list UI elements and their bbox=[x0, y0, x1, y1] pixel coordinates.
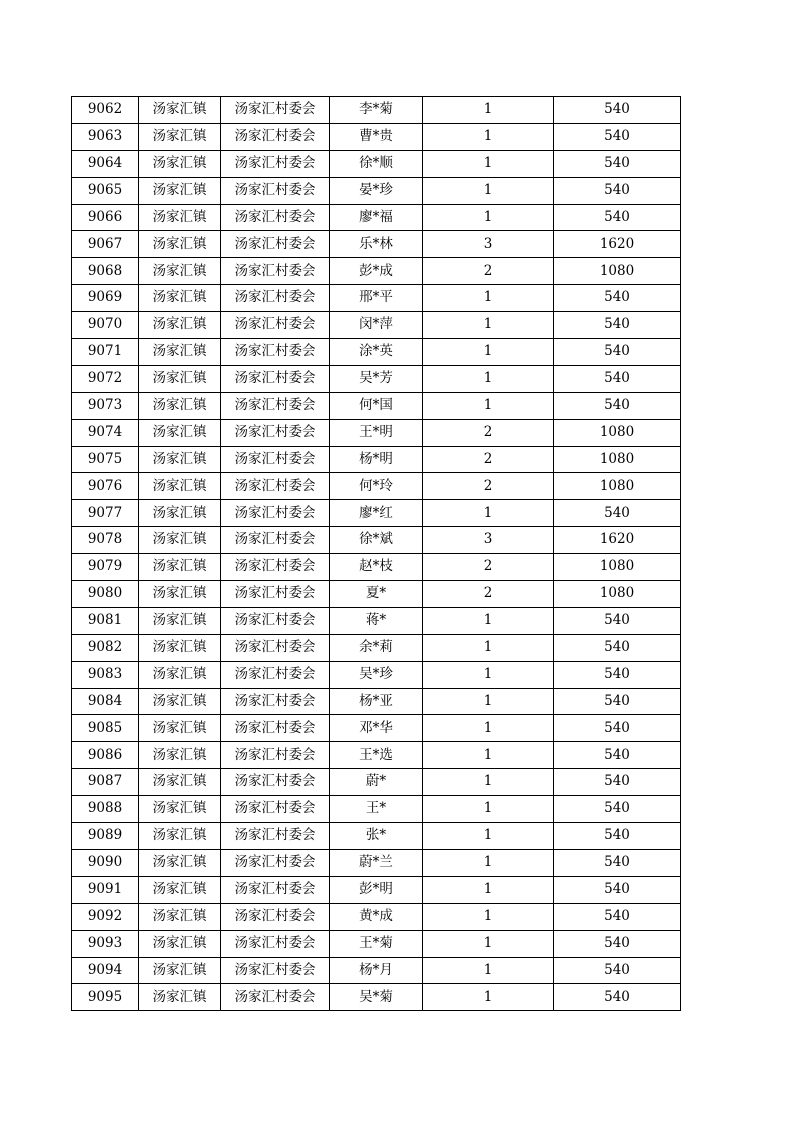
town-cell: 汤家汇镇 bbox=[139, 177, 221, 204]
count-cell: 1 bbox=[423, 688, 554, 715]
name-cell: 何*国 bbox=[330, 392, 423, 419]
amount-cell: 540 bbox=[554, 661, 681, 688]
amount-cell: 1620 bbox=[554, 231, 681, 258]
count-cell: 1 bbox=[423, 742, 554, 769]
town-cell: 汤家汇镇 bbox=[139, 930, 221, 957]
name-cell: 吴*珍 bbox=[330, 661, 423, 688]
count-cell: 1 bbox=[423, 876, 554, 903]
row-number-cell: 9077 bbox=[72, 500, 139, 527]
town-cell: 汤家汇镇 bbox=[139, 661, 221, 688]
village-committee-cell: 汤家汇村委会 bbox=[221, 715, 330, 742]
name-cell: 彭*明 bbox=[330, 876, 423, 903]
town-cell: 汤家汇镇 bbox=[139, 607, 221, 634]
village-committee-cell: 汤家汇村委会 bbox=[221, 581, 330, 608]
amount-cell: 540 bbox=[554, 204, 681, 231]
table-row bbox=[72, 419, 681, 446]
name-cell: 何*玲 bbox=[330, 473, 423, 500]
town-cell: 汤家汇镇 bbox=[139, 823, 221, 850]
row-number-cell: 9071 bbox=[72, 339, 139, 366]
village-committee-cell: 汤家汇村委会 bbox=[221, 312, 330, 339]
amount-cell: 540 bbox=[554, 715, 681, 742]
name-cell: 闵*萍 bbox=[330, 312, 423, 339]
count-cell: 2 bbox=[423, 258, 554, 285]
town-cell: 汤家汇镇 bbox=[139, 634, 221, 661]
table-row bbox=[72, 392, 681, 419]
amount-cell: 540 bbox=[554, 123, 681, 150]
village-committee-cell: 汤家汇村委会 bbox=[221, 823, 330, 850]
count-cell: 1 bbox=[423, 285, 554, 312]
row-number-cell: 9094 bbox=[72, 957, 139, 984]
row-number-cell: 9093 bbox=[72, 930, 139, 957]
count-cell: 1 bbox=[423, 365, 554, 392]
row-number-cell: 9075 bbox=[72, 446, 139, 473]
count-cell: 1 bbox=[423, 823, 554, 850]
count-cell: 2 bbox=[423, 581, 554, 608]
town-cell: 汤家汇镇 bbox=[139, 957, 221, 984]
amount-cell: 540 bbox=[554, 849, 681, 876]
amount-cell: 1080 bbox=[554, 419, 681, 446]
table-row bbox=[72, 688, 681, 715]
row-number-cell: 9089 bbox=[72, 823, 139, 850]
village-committee-cell: 汤家汇村委会 bbox=[221, 796, 330, 823]
row-number-cell: 9080 bbox=[72, 581, 139, 608]
village-committee-cell: 汤家汇村委会 bbox=[221, 554, 330, 581]
name-cell: 王* bbox=[330, 796, 423, 823]
row-number-cell: 9078 bbox=[72, 527, 139, 554]
table-row bbox=[72, 849, 681, 876]
amount-cell: 540 bbox=[554, 688, 681, 715]
amount-cell: 1620 bbox=[554, 527, 681, 554]
count-cell: 1 bbox=[423, 500, 554, 527]
name-cell: 王*选 bbox=[330, 742, 423, 769]
row-number-cell: 9070 bbox=[72, 312, 139, 339]
row-number-cell: 9073 bbox=[72, 392, 139, 419]
row-number-cell: 9095 bbox=[72, 984, 139, 1011]
amount-cell: 1080 bbox=[554, 446, 681, 473]
village-committee-cell: 汤家汇村委会 bbox=[221, 204, 330, 231]
village-committee-cell: 汤家汇村委会 bbox=[221, 177, 330, 204]
amount-cell: 540 bbox=[554, 500, 681, 527]
row-number-cell: 9076 bbox=[72, 473, 139, 500]
amount-cell: 540 bbox=[554, 177, 681, 204]
amount-cell: 540 bbox=[554, 150, 681, 177]
name-cell: 黄*成 bbox=[330, 903, 423, 930]
village-committee-cell: 汤家汇村委会 bbox=[221, 123, 330, 150]
amount-cell: 540 bbox=[554, 769, 681, 796]
town-cell: 汤家汇镇 bbox=[139, 365, 221, 392]
count-cell: 1 bbox=[423, 903, 554, 930]
table-row bbox=[72, 634, 681, 661]
amount-cell: 540 bbox=[554, 903, 681, 930]
table-row bbox=[72, 150, 681, 177]
town-cell: 汤家汇镇 bbox=[139, 204, 221, 231]
table-row bbox=[72, 285, 681, 312]
village-committee-cell: 汤家汇村委会 bbox=[221, 231, 330, 258]
village-committee-cell: 汤家汇村委会 bbox=[221, 446, 330, 473]
count-cell: 1 bbox=[423, 97, 554, 124]
table-row bbox=[72, 446, 681, 473]
name-cell: 王*菊 bbox=[330, 930, 423, 957]
count-cell: 1 bbox=[423, 339, 554, 366]
name-cell: 杨*明 bbox=[330, 446, 423, 473]
table-row bbox=[72, 97, 681, 124]
town-cell: 汤家汇镇 bbox=[139, 500, 221, 527]
village-committee-cell: 汤家汇村委会 bbox=[221, 258, 330, 285]
count-cell: 1 bbox=[423, 661, 554, 688]
town-cell: 汤家汇镇 bbox=[139, 554, 221, 581]
row-number-cell: 9081 bbox=[72, 607, 139, 634]
row-number-cell: 9088 bbox=[72, 796, 139, 823]
row-number-cell: 9069 bbox=[72, 285, 139, 312]
count-cell: 1 bbox=[423, 607, 554, 634]
village-committee-cell: 汤家汇村委会 bbox=[221, 661, 330, 688]
name-cell: 杨*亚 bbox=[330, 688, 423, 715]
town-cell: 汤家汇镇 bbox=[139, 715, 221, 742]
count-cell: 1 bbox=[423, 769, 554, 796]
table-row bbox=[72, 554, 681, 581]
table-row bbox=[72, 876, 681, 903]
village-committee-cell: 汤家汇村委会 bbox=[221, 365, 330, 392]
table-row bbox=[72, 473, 681, 500]
name-cell: 涂*英 bbox=[330, 339, 423, 366]
town-cell: 汤家汇镇 bbox=[139, 446, 221, 473]
table-row bbox=[72, 123, 681, 150]
table-row bbox=[72, 823, 681, 850]
name-cell: 曹*贵 bbox=[330, 123, 423, 150]
name-cell: 邢*平 bbox=[330, 285, 423, 312]
town-cell: 汤家汇镇 bbox=[139, 742, 221, 769]
count-cell: 1 bbox=[423, 177, 554, 204]
row-number-cell: 9092 bbox=[72, 903, 139, 930]
name-cell: 王*明 bbox=[330, 419, 423, 446]
table-row bbox=[72, 930, 681, 957]
amount-cell: 540 bbox=[554, 823, 681, 850]
name-cell: 乐*林 bbox=[330, 231, 423, 258]
amount-cell: 540 bbox=[554, 339, 681, 366]
count-cell: 1 bbox=[423, 930, 554, 957]
amount-cell: 540 bbox=[554, 957, 681, 984]
count-cell: 1 bbox=[423, 204, 554, 231]
row-number-cell: 9090 bbox=[72, 849, 139, 876]
count-cell: 3 bbox=[423, 527, 554, 554]
data-table bbox=[71, 96, 681, 1011]
village-committee-cell: 汤家汇村委会 bbox=[221, 392, 330, 419]
village-committee-cell: 汤家汇村委会 bbox=[221, 769, 330, 796]
count-cell: 1 bbox=[423, 957, 554, 984]
village-committee-cell: 汤家汇村委会 bbox=[221, 634, 330, 661]
count-cell: 1 bbox=[423, 150, 554, 177]
town-cell: 汤家汇镇 bbox=[139, 392, 221, 419]
village-committee-cell: 汤家汇村委会 bbox=[221, 285, 330, 312]
amount-cell: 1080 bbox=[554, 258, 681, 285]
village-committee-cell: 汤家汇村委会 bbox=[221, 607, 330, 634]
town-cell: 汤家汇镇 bbox=[139, 312, 221, 339]
town-cell: 汤家汇镇 bbox=[139, 150, 221, 177]
town-cell: 汤家汇镇 bbox=[139, 339, 221, 366]
amount-cell: 1080 bbox=[554, 581, 681, 608]
count-cell: 2 bbox=[423, 446, 554, 473]
count-cell: 3 bbox=[423, 231, 554, 258]
table-row bbox=[72, 957, 681, 984]
row-number-cell: 9084 bbox=[72, 688, 139, 715]
count-cell: 1 bbox=[423, 715, 554, 742]
village-committee-cell: 汤家汇村委会 bbox=[221, 984, 330, 1011]
row-number-cell: 9068 bbox=[72, 258, 139, 285]
table-row bbox=[72, 365, 681, 392]
village-committee-cell: 汤家汇村委会 bbox=[221, 849, 330, 876]
village-committee-cell: 汤家汇村委会 bbox=[221, 419, 330, 446]
amount-cell: 540 bbox=[554, 742, 681, 769]
town-cell: 汤家汇镇 bbox=[139, 581, 221, 608]
name-cell: 余*莉 bbox=[330, 634, 423, 661]
row-number-cell: 9079 bbox=[72, 554, 139, 581]
amount-cell: 540 bbox=[554, 365, 681, 392]
count-cell: 1 bbox=[423, 984, 554, 1011]
table-row bbox=[72, 769, 681, 796]
table-row bbox=[72, 796, 681, 823]
row-number-cell: 9083 bbox=[72, 661, 139, 688]
amount-cell: 1080 bbox=[554, 554, 681, 581]
count-cell: 2 bbox=[423, 473, 554, 500]
town-cell: 汤家汇镇 bbox=[139, 419, 221, 446]
row-number-cell: 9086 bbox=[72, 742, 139, 769]
town-cell: 汤家汇镇 bbox=[139, 984, 221, 1011]
town-cell: 汤家汇镇 bbox=[139, 473, 221, 500]
table-row bbox=[72, 177, 681, 204]
village-committee-cell: 汤家汇村委会 bbox=[221, 527, 330, 554]
amount-cell: 540 bbox=[554, 984, 681, 1011]
table-row bbox=[72, 661, 681, 688]
row-number-cell: 9072 bbox=[72, 365, 139, 392]
count-cell: 1 bbox=[423, 312, 554, 339]
table-row bbox=[72, 607, 681, 634]
row-number-cell: 9065 bbox=[72, 177, 139, 204]
table-row bbox=[72, 715, 681, 742]
table-row bbox=[72, 984, 681, 1011]
table-row bbox=[72, 231, 681, 258]
count-cell: 2 bbox=[423, 554, 554, 581]
row-number-cell: 9091 bbox=[72, 876, 139, 903]
village-committee-cell: 汤家汇村委会 bbox=[221, 957, 330, 984]
table-row bbox=[72, 312, 681, 339]
table-body bbox=[72, 97, 681, 1011]
table-row bbox=[72, 500, 681, 527]
village-committee-cell: 汤家汇村委会 bbox=[221, 97, 330, 124]
town-cell: 汤家汇镇 bbox=[139, 231, 221, 258]
village-committee-cell: 汤家汇村委会 bbox=[221, 903, 330, 930]
amount-cell: 540 bbox=[554, 97, 681, 124]
amount-cell: 540 bbox=[554, 312, 681, 339]
table-row bbox=[72, 581, 681, 608]
name-cell: 赵*枝 bbox=[330, 554, 423, 581]
row-number-cell: 9067 bbox=[72, 231, 139, 258]
name-cell: 吴*芳 bbox=[330, 365, 423, 392]
amount-cell: 540 bbox=[554, 285, 681, 312]
count-cell: 1 bbox=[423, 634, 554, 661]
town-cell: 汤家汇镇 bbox=[139, 849, 221, 876]
name-cell: 夏* bbox=[330, 581, 423, 608]
table-row bbox=[72, 903, 681, 930]
count-cell: 1 bbox=[423, 392, 554, 419]
name-cell: 晏*珍 bbox=[330, 177, 423, 204]
table-row bbox=[72, 339, 681, 366]
name-cell: 蔚*兰 bbox=[330, 849, 423, 876]
name-cell: 廖*红 bbox=[330, 500, 423, 527]
name-cell: 吴*菊 bbox=[330, 984, 423, 1011]
amount-cell: 540 bbox=[554, 930, 681, 957]
town-cell: 汤家汇镇 bbox=[139, 903, 221, 930]
row-number-cell: 9062 bbox=[72, 97, 139, 124]
count-cell: 1 bbox=[423, 796, 554, 823]
amount-cell: 540 bbox=[554, 796, 681, 823]
village-committee-cell: 汤家汇村委会 bbox=[221, 150, 330, 177]
table-row bbox=[72, 258, 681, 285]
amount-cell: 540 bbox=[554, 392, 681, 419]
name-cell: 邓*华 bbox=[330, 715, 423, 742]
town-cell: 汤家汇镇 bbox=[139, 688, 221, 715]
row-number-cell: 9085 bbox=[72, 715, 139, 742]
count-cell: 1 bbox=[423, 123, 554, 150]
amount-cell: 540 bbox=[554, 607, 681, 634]
name-cell: 张* bbox=[330, 823, 423, 850]
count-cell: 1 bbox=[423, 849, 554, 876]
village-committee-cell: 汤家汇村委会 bbox=[221, 500, 330, 527]
name-cell: 廖*福 bbox=[330, 204, 423, 231]
row-number-cell: 9082 bbox=[72, 634, 139, 661]
row-number-cell: 9087 bbox=[72, 769, 139, 796]
amount-cell: 1080 bbox=[554, 473, 681, 500]
row-number-cell: 9064 bbox=[72, 150, 139, 177]
table-row bbox=[72, 527, 681, 554]
name-cell: 蔚* bbox=[330, 769, 423, 796]
town-cell: 汤家汇镇 bbox=[139, 769, 221, 796]
name-cell: 李*菊 bbox=[330, 97, 423, 124]
amount-cell: 540 bbox=[554, 634, 681, 661]
row-number-cell: 9066 bbox=[72, 204, 139, 231]
village-committee-cell: 汤家汇村委会 bbox=[221, 930, 330, 957]
amount-cell: 540 bbox=[554, 876, 681, 903]
town-cell: 汤家汇镇 bbox=[139, 123, 221, 150]
name-cell: 杨*月 bbox=[330, 957, 423, 984]
row-number-cell: 9074 bbox=[72, 419, 139, 446]
town-cell: 汤家汇镇 bbox=[139, 285, 221, 312]
town-cell: 汤家汇镇 bbox=[139, 258, 221, 285]
count-cell: 2 bbox=[423, 419, 554, 446]
name-cell: 徐*斌 bbox=[330, 527, 423, 554]
village-committee-cell: 汤家汇村委会 bbox=[221, 742, 330, 769]
town-cell: 汤家汇镇 bbox=[139, 97, 221, 124]
village-committee-cell: 汤家汇村委会 bbox=[221, 339, 330, 366]
row-number-cell: 9063 bbox=[72, 123, 139, 150]
town-cell: 汤家汇镇 bbox=[139, 796, 221, 823]
village-committee-cell: 汤家汇村委会 bbox=[221, 688, 330, 715]
name-cell: 彭*成 bbox=[330, 258, 423, 285]
village-committee-cell: 汤家汇村委会 bbox=[221, 876, 330, 903]
village-committee-cell: 汤家汇村委会 bbox=[221, 473, 330, 500]
table-row bbox=[72, 742, 681, 769]
town-cell: 汤家汇镇 bbox=[139, 876, 221, 903]
name-cell: 蒋* bbox=[330, 607, 423, 634]
town-cell: 汤家汇镇 bbox=[139, 527, 221, 554]
table-row bbox=[72, 204, 681, 231]
name-cell: 徐*顺 bbox=[330, 150, 423, 177]
